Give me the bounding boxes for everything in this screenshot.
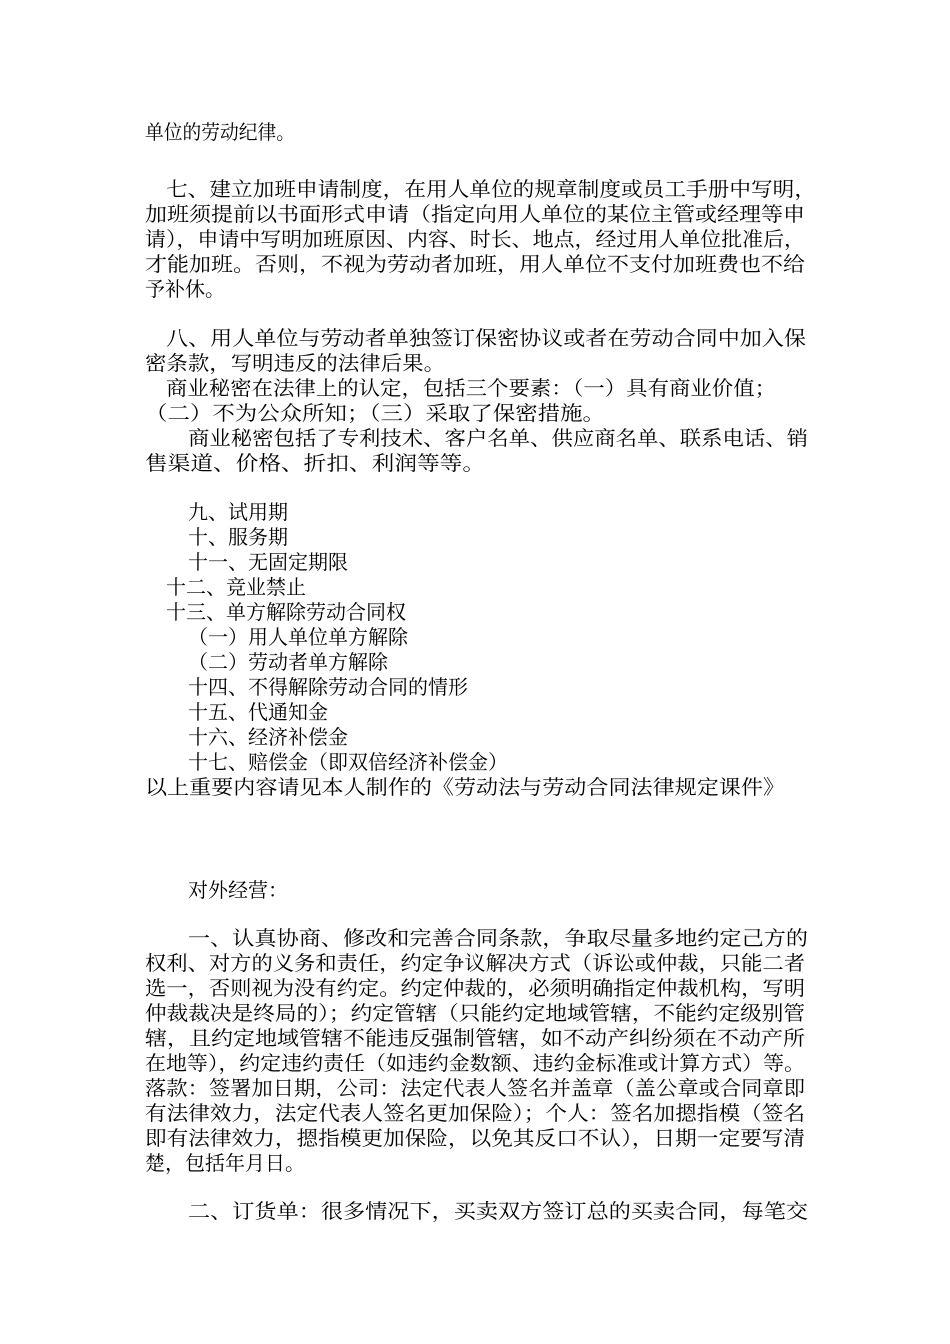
text-line: 权利、对方的义务和责任，约定争议解决方式（诉讼或仲裁，只能二者 xyxy=(145,951,806,975)
text-line: 楚，包括年月日。 xyxy=(145,1151,305,1175)
list-item: 十七、赔偿金（即双倍经济补偿金） xyxy=(188,750,508,774)
list-subitem: （二）劳动者单方解除 xyxy=(188,650,388,674)
text-line: 在地等），约定违约责任（如违约金数额、违约金标准或计算方式）等。 xyxy=(145,1051,806,1075)
text-line: 才能加班。否则，不视为劳动者加班，用人单位不支付加班费也不给 xyxy=(145,252,805,276)
text-line: 单位的劳动纪律。 xyxy=(145,120,295,144)
text-line: 予补休。 xyxy=(145,277,225,301)
list-item: 十一、无固定期限 xyxy=(188,550,348,574)
text-line: 二、订货单：很多情况下，买卖双方签订总的买卖合同，每笔交 xyxy=(188,1199,808,1223)
list-item: 九、试用期 xyxy=(188,500,288,524)
text-line: 密条款，写明违反的法律后果。 xyxy=(145,351,445,375)
text-line: 加班须提前以书面形式申请（指定向用人单位的某位主管或经理等申 xyxy=(145,202,805,226)
list-item: 十三、单方解除劳动合同权 xyxy=(166,600,406,624)
text-line: 仲裁裁决是终局的）；约定管辖（只能约定地域管辖，不能约定级别管 xyxy=(145,1001,805,1025)
list-item: 十五、代通知金 xyxy=(188,700,328,724)
text-line: 落款：签署加日期，公司：法定代表人签名并盖章（盖公章或合同章即 xyxy=(145,1076,806,1100)
list-subitem: （一）用人单位单方解除 xyxy=(188,625,408,649)
list-item: 十六、经济补偿金 xyxy=(188,725,348,749)
list-item: 十、服务期 xyxy=(188,525,288,549)
section-heading: 对外经营： xyxy=(188,878,288,902)
text-line: 请），申请中写明加班原因、内容、时长、地点，经过用人单位批准后， xyxy=(145,227,806,251)
text-line: 有法律效力，法定代表人签名更加保险）；个人：签名加摁指模（签名 xyxy=(145,1101,805,1125)
list-item: 十二、竞业禁止 xyxy=(166,575,306,599)
text-line: 七、建立加班申请制度，在用人单位的规章制度或员工手册中写明， xyxy=(166,177,816,201)
text-line: 售渠道、价格、折扣、利润等等。 xyxy=(145,451,485,475)
text-line: 即有法律效力，摁指模更加保险，以免其反口不认），日期一定要写清 xyxy=(145,1126,805,1150)
text-line: 一、认真协商、修改和完善合同条款，争取尽量多地约定己方的 xyxy=(188,926,808,950)
text-line: 辖，且约定地域管辖不能违反强制管辖，如不动产纠纷须在不动产所 xyxy=(145,1026,805,1050)
text-line: 商业秘密包括了专利技术、客户名单、供应商名单、联系电话、销 xyxy=(188,426,808,450)
text-line: 商业秘密在法律上的认定，包括三个要素：（一）具有商业价值； xyxy=(166,376,776,400)
text-line: 选一，否则视为没有约定。约定仲裁的，必须明确指定仲裁机构，写明 xyxy=(145,976,806,1000)
list-item: 十四、不得解除劳动合同的情形 xyxy=(188,675,468,699)
text-line: 以上重要内容请见本人制作的《劳动法与劳动合同法律规定课件》 xyxy=(145,775,785,799)
text-line: 八、用人单位与劳动者单独签订保密协议或者在劳动合同中加入保 xyxy=(166,326,806,350)
text-line: （二）不为公众所知；（三）采取了保密措施。 xyxy=(145,401,605,425)
